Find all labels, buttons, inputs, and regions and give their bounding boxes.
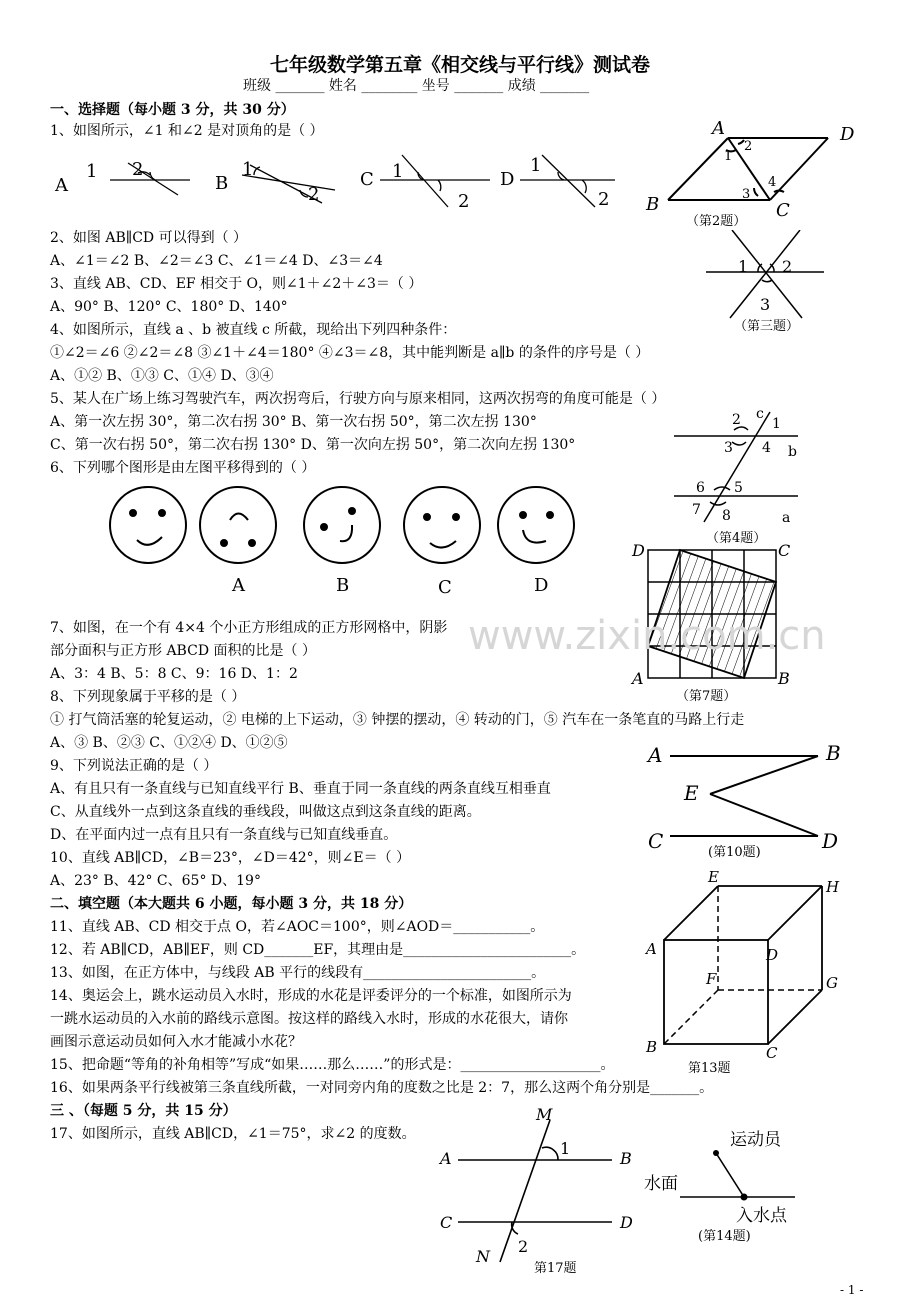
q1-option-d: D	[500, 169, 515, 190]
q1-option-a: A	[55, 175, 68, 196]
question-2-options: A、∠1＝∠2 B、∠2＝∠3 C、∠1＝∠4 D、∠3＝∠4	[50, 253, 383, 269]
page-title: 七年级数学第五章《相交线与平行线》测试卷	[269, 54, 650, 76]
fig4-angle-2: 2	[732, 412, 741, 428]
question-1: 1、如图所示，∠1 和∠2 是对顶角的是（ ）	[50, 123, 324, 139]
fig13-label-b: B	[646, 1038, 658, 1056]
figure-q13	[640, 868, 850, 1078]
fig7-caption: （第7题）	[676, 689, 737, 704]
fig3-angle-1: 1	[738, 257, 749, 276]
fig4-angle-5: 5	[734, 480, 743, 496]
q1-c-label-2: 2	[458, 191, 470, 212]
fig17-angle-1: 1	[560, 1139, 571, 1158]
fig13-label-c: C	[766, 1044, 778, 1062]
question-14-line-1: 14、奥运会上，跳水运动员入水时，形成的水花是评委评分的一个标准，如图所示为	[50, 988, 572, 1004]
section-2-heading: 二、填空题（本大题共 6 小题，每小题 3 分，共 18 分）	[50, 896, 413, 912]
fig2-label-d: D	[840, 124, 855, 145]
q1-d-label-1: 1	[530, 155, 542, 176]
fig4-line-a: a	[782, 510, 791, 526]
fig2-angle-4: 4	[768, 175, 777, 190]
fig4-angle-1: 1	[772, 416, 781, 432]
question-10: 10、直线 AB∥CD，∠B＝23°，∠D＝42°，则∠E＝（ ）	[50, 850, 411, 866]
question-13: 13、如图，在正方体中，与线段 AB 平行的线段有________________________。	[50, 965, 546, 981]
fig4-angle-6: 6	[696, 480, 705, 496]
figure-q4	[670, 400, 810, 548]
question-17: 17、如图所示，直线 AB∥CD，∠1＝75°，求∠2 的度数。	[50, 1126, 416, 1142]
question-8-options: A、③ B、②③ C、①②④ D、①②⑤	[50, 735, 288, 751]
fig2-label-b: B	[646, 194, 660, 215]
fig13-label-h: H	[826, 878, 840, 896]
q1-a-label-1: 1	[86, 161, 98, 182]
fig17-label-c: C	[440, 1213, 453, 1232]
fig13-label-f: F	[706, 970, 717, 988]
q1-a-label-2: 2	[132, 159, 144, 180]
fig13-caption: 第13题	[688, 1061, 731, 1076]
fig14-entry-label: 入水点	[736, 1206, 787, 1226]
fig4-caption: （第4题）	[706, 531, 767, 546]
fig2-label-a: A	[712, 118, 725, 139]
figure-q14	[640, 1125, 820, 1250]
question-2: 2、如图 AB∥CD 可以得到（ ）	[50, 230, 248, 246]
question-7-line-2: 部分面积与正方形 ABCD 面积的比是（ ）	[50, 643, 316, 659]
question-12: 12、若 AB∥CD，AB∥EF，则 CD_______EF，其理由是________________________。	[50, 942, 586, 958]
fig13-label-e: E	[708, 868, 719, 886]
fig17-label-a: A	[440, 1149, 452, 1168]
fig17-label-d: D	[620, 1213, 633, 1232]
fig3-caption: （第三题）	[734, 319, 800, 334]
question-7-options: A、3：4 B、5：8 C、9：16 D、1：2	[50, 666, 298, 682]
question-3: 3、直线 AB、CD、EF 相交于 O，则∠1＋∠2＋∠3＝（ ）	[50, 276, 423, 292]
question-4-options: A、①② B、①③ C、①④ D、③④	[50, 368, 274, 384]
fig3-angle-2: 2	[782, 257, 793, 276]
question-3-options: A、90° B、120° C、180° D、140°	[50, 299, 288, 315]
fig2-angle-2: 2	[744, 139, 753, 154]
question-4: 4、如图所示，直线 a 、b 被直线 c 所截，现给出下列四种条件：	[50, 322, 457, 338]
question-9-option-d: D、在平面内过一点有且只有一条直线与已知直线垂直。	[50, 827, 398, 843]
fig10-label-a: A	[648, 743, 663, 767]
question-14-line-2: 一跳水运动员的入水前的路线示意图。按这样的路线入水时，形成的水花很大，请你	[50, 1011, 568, 1027]
q1-c-label-1: 1	[392, 161, 404, 182]
fig10-label-e: E	[684, 781, 699, 805]
question-9-options-ab: A、有且只有一条直线与已知直线平行 B、垂直于同一条直线的两条直线互相垂直	[50, 781, 551, 797]
fig13-label-g: G	[826, 974, 838, 992]
fig13-label-a: A	[646, 940, 657, 958]
q6-faces-figure	[100, 485, 590, 605]
fig14-caption: (第14题)	[698, 1229, 751, 1244]
fig4-angle-4: 4	[762, 440, 771, 456]
fig17-label-m: M	[536, 1105, 553, 1124]
question-11: 11、直线 AB、CD 相交于点 O，若∠AOC＝100°，则∠AOD＝___________。	[50, 919, 545, 935]
question-5-options-1: A、第一次左拐 30°，第二次右拐 30° B、第一次右拐 50°，第二次左拐 130°	[50, 414, 537, 430]
q1-option-b: B	[215, 173, 229, 194]
figure-q17	[432, 1100, 642, 1278]
fig4-angle-3: 3	[724, 440, 733, 456]
fig10-label-c: C	[648, 829, 664, 853]
fig7-label-a: A	[632, 669, 644, 688]
figure-q2	[640, 118, 860, 233]
question-5-options-2: C、第一次右拐 50°，第二次右拐 130° D、第一次向左拐 50°，第二次向左拐 130°	[50, 437, 576, 453]
question-14-line-3: 画图示意运动员如何入水才能减小水花？	[50, 1034, 302, 1050]
question-15: 15、把命题“等角的补角相等”写成“如果……那么……”的形式是：____________________。	[50, 1057, 615, 1073]
fig17-angle-2: 2	[518, 1237, 529, 1256]
q6-option-d: D	[534, 575, 549, 596]
question-9: 9、下列说法正确的是（ ）	[50, 758, 218, 774]
q1-b-label-2: 2	[308, 184, 320, 205]
q6-option-c: C	[438, 577, 452, 598]
fig2-label-c: C	[776, 200, 790, 221]
fig10-label-d: D	[822, 829, 839, 853]
page-number: - 1 -	[840, 1283, 864, 1297]
q6-option-a: A	[232, 575, 245, 596]
fig7-label-c: C	[778, 541, 791, 560]
question-8: 8、下列现象属于平移的是（ ）	[50, 689, 246, 705]
fig17-label-b: B	[620, 1149, 632, 1168]
fig7-label-b: B	[778, 669, 790, 688]
section-3-heading: 三 、（每题 5 分，共 15 分）	[50, 1103, 237, 1119]
header-fields: 班级 _______ 姓名 ________ 坐号 _______ 成绩 _______	[243, 78, 590, 94]
watermark: www.zixin.com.cn	[468, 613, 826, 659]
q1-b-label-1: 1	[242, 159, 254, 180]
figure-q10	[640, 738, 855, 860]
question-7-line-1: 7、如图，在一个有 4×4 个小正方形组成的正方形网格中，阴影	[50, 620, 448, 636]
fig4-line-c: c	[756, 406, 764, 422]
question-4-conditions: ①∠2＝∠6 ②∠2＝∠8 ③∠1＋∠4＝180° ④∠3＝∠8，其中能判断是 a∥b 的条件的序号是（ ）	[50, 345, 650, 361]
fig3-angle-3: 3	[760, 295, 771, 314]
fig10-caption: (第10题)	[708, 845, 761, 860]
fig13-label-d: D	[766, 946, 779, 964]
fig2-angle-3: 3	[742, 187, 751, 202]
question-9-option-c: C、从直线外一点到这条直线的垂线段，叫做这点到这条直线的距离。	[50, 804, 481, 820]
figure-q3	[700, 230, 830, 335]
fig7-label-d: D	[632, 541, 645, 560]
question-8-items: ① 打气筒活塞的轮复运动，② 电梯的上下运动，③ 钟摆的摆动，④ 转动的门，⑤ 汽车在一条笔直的马路上行走	[50, 712, 745, 728]
fig14-athlete-label: 运动员	[730, 1130, 781, 1150]
question-6: 6、下列哪个图形是由左图平移得到的（ ）	[50, 460, 316, 476]
section-1-heading: 一、选择题（每小题 3 分，共 30 分）	[50, 102, 295, 118]
fig4-angle-8: 8	[722, 508, 731, 524]
fig10-label-b: B	[826, 741, 841, 765]
fig4-angle-7: 7	[692, 502, 701, 518]
fig17-label-n: N	[476, 1247, 490, 1266]
fig14-water-label: 水面	[644, 1174, 678, 1194]
fig2-caption: （第2题）	[686, 214, 747, 229]
fig17-caption: 第17题	[534, 1261, 577, 1276]
question-5: 5、某人在广场上练习驾驶汽车，两次拐弯后，行驶方向与原来相同，这两次拐弯的角度可能是（ ）	[50, 391, 666, 407]
fig4-line-b: b	[788, 444, 797, 460]
fig2-angle-1: 1	[724, 149, 733, 164]
question-16: 16、如果两条平行线被第三条直线所截，一对同旁内角的度数之比是 2：7，那么这两个角分别是_______。	[50, 1080, 714, 1096]
q6-option-b: B	[336, 575, 350, 596]
q1-figure	[50, 145, 630, 215]
question-10-options: A、23° B、42° C、65° D、19°	[50, 873, 261, 889]
q1-d-label-2: 2	[598, 189, 610, 210]
q1-option-c: C	[360, 169, 374, 190]
